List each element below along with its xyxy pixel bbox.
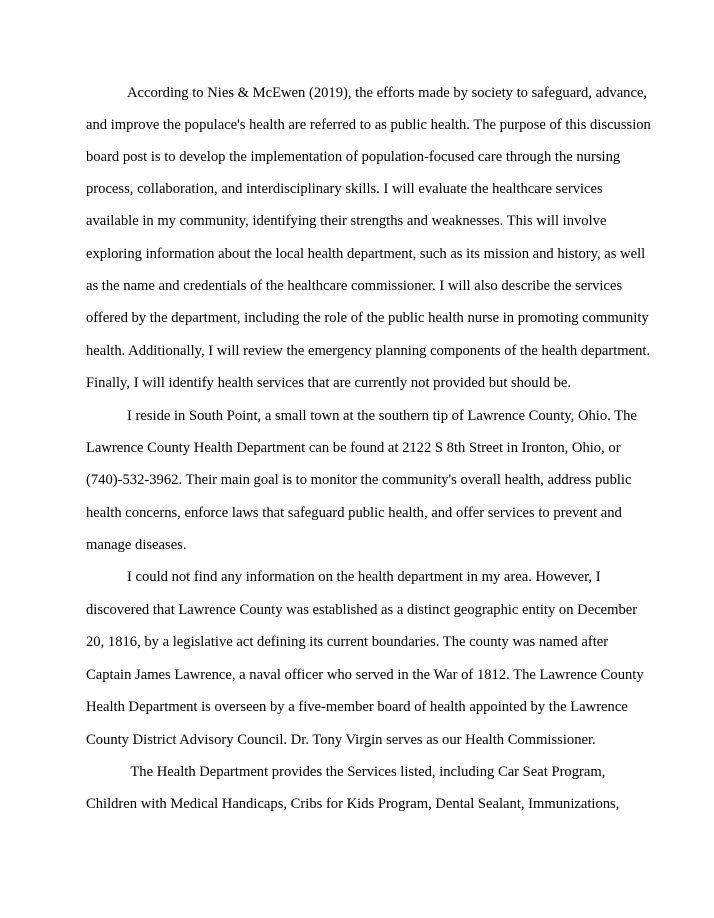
paragraph-4-line-1: The Health Department provides the Services listed, including Car Seat Program, (127, 764, 606, 780)
paragraph-1-line-10: Finally, I will identify health services that are currently not provided but should be. (86, 375, 571, 391)
paragraph-4-line-2: Children with Medical Handicaps, Cribs for Kids Program, Dental Sealant, Immunizations, (86, 796, 620, 812)
paragraph-2-line-2: Lawrence County Health Department can be found at 2122 S 8th Street in Ironton, Ohio, or (86, 440, 621, 456)
paragraph-3-line-5: Health Department is overseen by a five-member board of health appointed by the Lawrence (86, 699, 628, 715)
paragraph-1-line-5: available in my community, identifying their strengths and weaknesses. This will involve (86, 213, 607, 229)
paragraph-3-line-6: County District Advisory Council. Dr. Tony Virgin serves as our Health Commissioner. (86, 732, 596, 748)
paragraph-1-line-9: health. Additionally, I will review the emergency planning components of the health department. (86, 343, 651, 359)
paragraph-2-line-4: health concerns, enforce laws that safeguard public health, and offer services to prevent and (86, 505, 622, 521)
paragraph-3-line-2: discovered that Lawrence County was established as a distinct geographic entity on December (86, 602, 638, 618)
paragraph-2-line-5: manage diseases. (86, 537, 187, 553)
paragraph-1-line-7: as the name and credentials of the healthcare commissioner. I will also describe the services (86, 278, 623, 294)
paragraph-1-line-4: process, collaboration, and interdisciplinary skills. I will evaluate the healthcare services (86, 181, 603, 197)
paragraph-1-line-6: exploring information about the local health department, such as its mission and history, as well (86, 246, 646, 262)
paragraph-2-line-3: (740)-532-3962. Their main goal is to monitor the community's overall health, address public (86, 472, 632, 488)
paragraph-1-line-3: board post is to develop the implementation of population-focused care through the nursing (86, 149, 621, 165)
paragraph-3-line-4: Captain James Lawrence, a naval officer who served in the War of 1812. The Lawrence County (86, 667, 644, 683)
paragraph-1-line-1: According to Nies & McEwen (2019), the efforts made by society to safeguard, advance, (127, 85, 648, 101)
paragraph-1-line-2: and improve the populace's health are referred to as public health. The purpose of this discussion (86, 117, 651, 133)
paragraph-3-line-1: I could not find any information on the health department in my area. However, I (127, 569, 601, 585)
paragraph-2-line-1: I reside in South Point, a small town at the southern tip of Lawrence County, Ohio. The (127, 408, 637, 424)
paragraph-3-line-3: 20, 1816, by a legislative act defining its current boundaries. The county was named after (86, 634, 609, 650)
paragraph-1-line-8: offered by the department, including the role of the public health nurse in promoting community (86, 310, 649, 326)
